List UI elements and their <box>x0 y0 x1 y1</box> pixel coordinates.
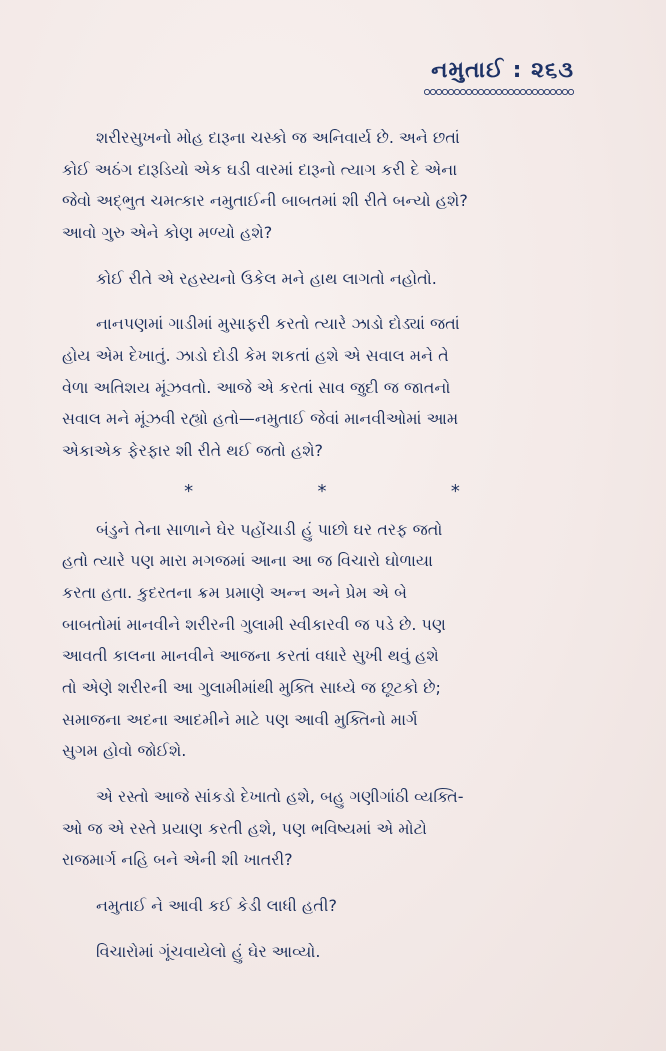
text-line: કરતા હતા. કુદરતના ક્રમ પ્રમાણે અન્ન અને પ્રેમ એ બે <box>62 583 407 603</box>
text-line: સવાલ મને મૂંઝવી રહ્યો હતો—નમુતાઈ જેવાં માનવીઓમાં આમ <box>62 409 459 429</box>
text-line: આવો ગુરુ એને કોણ મળ્યો હશે? <box>62 223 273 243</box>
text-line: વેળા અતિશય મૂંઝવતો. આજે એ કરતાં સાવ જુદી જ જાતનો <box>62 377 451 397</box>
section-separator <box>122 481 522 502</box>
text-line: તો એણે શરીરની આ ગુલામીમાંથી મુક્તિ સાધ્યે જ છૂટકો છે; <box>62 678 441 698</box>
separator-star: * <box>450 480 460 502</box>
page-header <box>424 58 574 95</box>
page-body <box>62 122 602 981</box>
paragraph-3 <box>62 308 602 466</box>
text-line: એ રસ્તો આજે સાંકડો દેખાતો હશે, બહુ ગણીગાંઠી વ્યક્તિ- <box>96 787 464 807</box>
paragraph-5 <box>62 781 602 876</box>
paragraph-2 <box>62 263 602 295</box>
text-line: સુગમ હોવો જોઈશે. <box>62 741 187 761</box>
paragraph-6 <box>62 890 602 922</box>
paragraph-4 <box>62 514 602 767</box>
text-line: નાનપણમાં ગાડીમાં મુસાફરી કરતો ત્યારે ઝાડો દોડ્યાં જતાં <box>96 314 460 334</box>
text-line: આવતી કાલના માનવીને આજના કરતાં વધારે સુખી થવું હશે <box>62 646 439 666</box>
separator-star: * <box>184 480 194 502</box>
text-line: કોઈ રીતે એ રહસ્યનો ઉકેલ મને હાથ લાગતો નહોતો. <box>96 268 437 288</box>
text-line: નમુતાઈ ને આવી કઈ કેડી લાધી હતી? <box>96 896 337 916</box>
text-line: હોય એમ દેખાતું. ઝાડો દોડી કેમ શકતાં હશે એ સવાલ મને તે <box>62 346 449 366</box>
text-line: એકાએક ફેરફાર શી રીતે થઈ જતો હશે? <box>62 441 324 461</box>
text-line: બાબતોમાં માનવીને શરીરની ગુલામી સ્વીકારવી જ પડે છે. પણ <box>62 614 446 634</box>
text-line: કોઈ અઠંગ દારૂડિયો એક ઘડી વારમાં દારૂનો ત્યાગ કરી દે એના <box>62 159 458 179</box>
header-wavy-rule <box>424 89 574 95</box>
text-line: જેવો અદ્ભુત ચમત્કાર નમુતાઈની બાબતમાં શી રીતે બન્યો હશે? <box>62 191 468 211</box>
paragraph-1 <box>62 122 602 249</box>
text-line: સમાજના અદના આદમીને માટે પણ આવી મુક્તિનો માર્ગ <box>62 709 418 729</box>
text-line: ઓ જ એ રસ્તે પ્રયાણ કરતી હશે, પણ ભવિષ્યમાં એ મોટો <box>62 818 427 838</box>
text-line: રાજમાર્ગ નહિ બને એની શી ખાતરી? <box>62 850 293 870</box>
text-line: શરીરસુખનો મોહ દારૂના ચસ્કો જ અનિવાર્ય છે. અને છતાં <box>96 128 460 147</box>
paragraph-7 <box>62 936 602 968</box>
text-line: બંડુને તેના સાળાને ઘેર પહોંચાડી હું પાછો ઘર તરફ જતો <box>96 519 443 539</box>
text-line: વિચારોમાં ગૂંચવાયેલો હું ઘેર આવ્યો. <box>96 941 321 961</box>
separator-star: * <box>317 480 327 502</box>
running-title: નમુતાઈ : ૨૬૩ <box>431 58 574 83</box>
text-line: હતો ત્યારે પણ મારા મગજમાં આના આ જ વિચારો ઘોળાયા <box>62 551 433 571</box>
